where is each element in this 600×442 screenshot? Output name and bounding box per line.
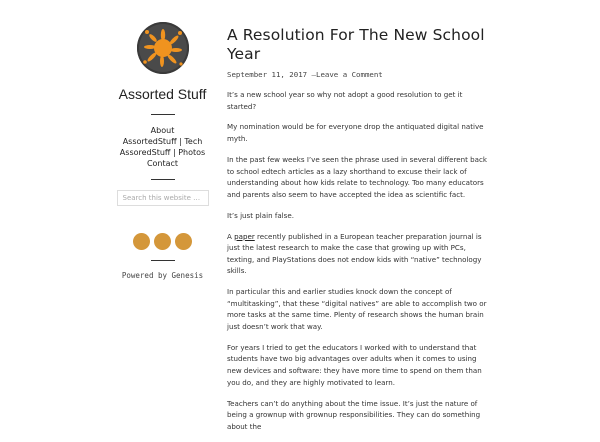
post bbox=[227, 26, 492, 442]
social-circle-icon[interactable] bbox=[154, 233, 171, 250]
nav-item-tech[interactable]: AssortedStuff | Tech bbox=[122, 137, 203, 146]
divider bbox=[151, 179, 175, 180]
site-title[interactable]: Assorted Stuff bbox=[118, 86, 207, 102]
powered-by: Powered by Genesis bbox=[121, 271, 204, 280]
nav-item-photos[interactable]: AssoredStuff | Photos bbox=[119, 148, 206, 157]
post-paragraph: In the past few weeks I’ve seen the phrase used in several different back to school edtech articles as a lazy shorthand to excuse their lack of understanding about how kids relate to technology. Too many educators and parents also seem to have accepted the idea as scientific fact. bbox=[227, 154, 488, 199]
post-paragraph: For years I tried to get the educators I worked with to understand that students have two big advantages over adults when it comes to using new devices and software: they have more time to spend on them than you do, and they are highly motivated to learn. bbox=[227, 342, 482, 387]
social-circle-icon[interactable] bbox=[175, 233, 192, 250]
sidebar-nav bbox=[105, 125, 220, 169]
nav-item-about[interactable]: About bbox=[150, 126, 175, 135]
post-paragraph: It’s just plain false. bbox=[227, 210, 294, 220]
social-circle-icon[interactable] bbox=[133, 233, 150, 250]
nav-item-contact[interactable]: Contact bbox=[146, 159, 179, 168]
paper-link[interactable]: paper bbox=[234, 231, 255, 241]
post-body bbox=[227, 89, 492, 432]
divider bbox=[151, 114, 175, 115]
social-icons bbox=[105, 233, 220, 250]
meta-separator: — bbox=[311, 70, 316, 79]
text-fragment: recently published in a European teacher preparation journal is just the latest research to make the case that growing up with PCs, texting, and PlayStations does not endow kids with “native” technology skills. bbox=[227, 231, 482, 276]
text-fragment: A bbox=[227, 231, 235, 241]
post-title[interactable]: A Resolution For The New School Year bbox=[227, 26, 485, 63]
sidebar bbox=[105, 22, 220, 280]
search-input[interactable]: Search this website … bbox=[117, 190, 209, 206]
site-logo[interactable] bbox=[137, 22, 189, 74]
leave-comment-link[interactable]: Leave a Comment bbox=[316, 70, 383, 79]
post-meta bbox=[227, 70, 492, 79]
post-paragraph: It’s a new school year so why not adopt a good resolution to get it started? bbox=[227, 90, 463, 111]
post-paragraph: Teachers can’t do anything about the time issue. It’s just the nature of being a grownup with grownup responsibilities. They can do something about the bbox=[227, 398, 481, 431]
paint-splat-icon bbox=[137, 22, 189, 74]
post-paragraph bbox=[227, 231, 492, 277]
divider bbox=[151, 260, 175, 261]
post-paragraph: In particular this and earlier studies knock down the concept of “multitasking”, that these “digital natives” are able to accomplish two or more tasks at the same time. Plenty of research shows the human brain just doesn’t work that way. bbox=[227, 287, 487, 331]
post-date: September 11, 2017 bbox=[227, 70, 308, 79]
post-paragraph: My nomination would be for everyone drop the antiquated digital native myth. bbox=[227, 122, 484, 144]
